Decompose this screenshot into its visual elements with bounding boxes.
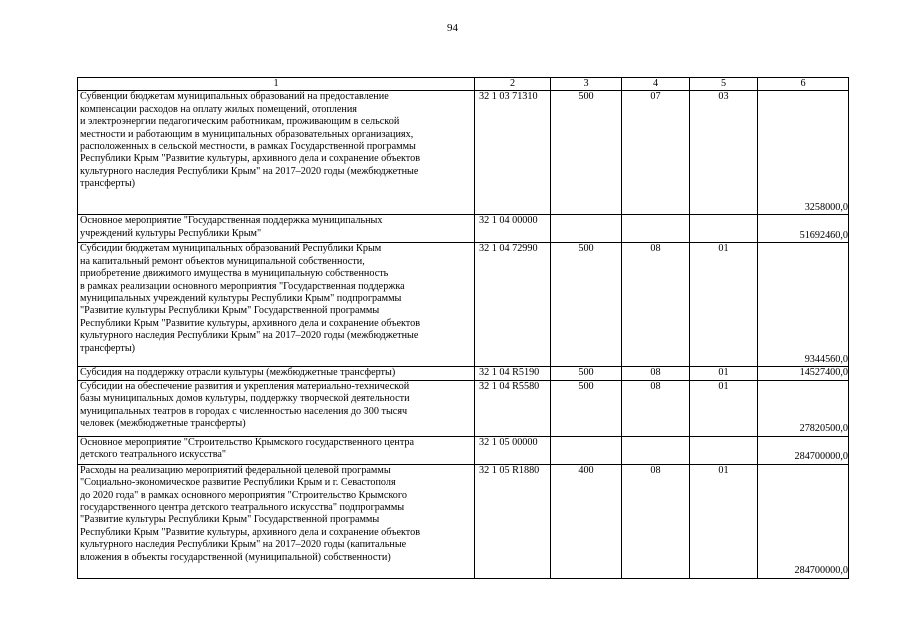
row-col3: [551, 215, 622, 243]
row-amount: 27820500,0: [758, 380, 849, 436]
header-cell: 1: [78, 78, 475, 91]
row-col5: 01: [690, 464, 758, 578]
row-code: 32 1 05 00000: [475, 436, 551, 464]
row-col4: 08: [622, 367, 690, 380]
row-col5: 01: [690, 367, 758, 380]
header-cell: 4: [622, 78, 690, 91]
row-col3: 400: [551, 464, 622, 578]
table-row: [78, 367, 849, 380]
row-amount: 14527400,0: [758, 367, 849, 380]
row-description-cell: [78, 367, 475, 380]
budget-table: [77, 77, 849, 579]
row-col5: [690, 215, 758, 243]
row-amount: 3258000,0: [758, 91, 849, 215]
row-code: 32 1 05 R1880: [475, 464, 551, 578]
row-col4: 08: [622, 243, 690, 367]
header-row: [78, 78, 849, 91]
table-row: [78, 380, 849, 436]
row-description-cell: [78, 91, 475, 215]
table-body: [78, 78, 849, 579]
row-col5: 01: [690, 243, 758, 367]
row-code: 32 1 04 R5580: [475, 380, 551, 436]
row-description: Субвенции бюджетам муниципальных образований на предоставление компенсации расходов на оплату жилых помещений, отопления и электроэнергии педагогическим работникам, проживающим в сельской местности и работающим в муниципальных образовательных организациях, расположенных в сельской местности, в рамках Государственной программы Республики Крым "Развитие культуры, архивного дела и сохранение объектов культурного наследия Республики Крым" на 2017–2020 годы (межбюджетные трансферты): [80, 91, 421, 190]
row-col3: 500: [551, 91, 622, 215]
row-col4: 07: [622, 91, 690, 215]
page-number: 94: [447, 22, 458, 34]
row-description-cell: [78, 436, 475, 464]
row-description: Субсидии на обеспечение развития и укрепления материально-технической базы муниципальных домов культуры, поддержку творческой деятельности муниципальных театров в городах с численностью населения до 300 тысяч человек (межбюджетные трансферты): [80, 380, 410, 430]
row-col3: [551, 436, 622, 464]
row-description-cell: [78, 243, 475, 367]
row-amount: 284700000,0: [758, 436, 849, 464]
row-col4: 08: [622, 380, 690, 436]
row-amount: 9344560,0: [758, 243, 849, 367]
row-description: Субсидия на поддержку отрасли культуры (межбюджетные трансферты): [80, 367, 396, 379]
row-description: Основное мероприятие "Строительство Крымского государственного центра детского театрального искусства": [80, 436, 415, 461]
row-description-cell: [78, 380, 475, 436]
row-col3: 500: [551, 243, 622, 367]
row-col3: 500: [551, 367, 622, 380]
row-description-cell: [78, 464, 475, 578]
row-col5: [690, 436, 758, 464]
row-amount: 284700000,0: [758, 464, 849, 578]
row-col4: [622, 215, 690, 243]
row-description: Субсидии бюджетам муниципальных образований Республики Крым на капитальный ремонт объектов муниципальной собственности, приобретение движимого имущества в муниципальную собственность в рамках реализации основного мероприятия "Государственная поддержка муниципальных учреждений культуры Республики Крым" подпрограммы "Развитие культуры Республики Крым" Государственной программы Республики Крым "Развитие культуры, архивного дела и сохранение объектов культурного наследия Республики Крым" на 2017–2020 годы (межбюджетные трансферты): [80, 243, 421, 354]
table-row: [78, 243, 849, 367]
table-row: [78, 91, 849, 215]
row-col3: 500: [551, 380, 622, 436]
table-row: [78, 464, 849, 578]
row-col4: 08: [622, 464, 690, 578]
header-cell: 3: [551, 78, 622, 91]
row-description-cell: [78, 215, 475, 243]
row-col4: [622, 436, 690, 464]
header-cell: 5: [690, 78, 758, 91]
row-col5: 01: [690, 380, 758, 436]
table-row: [78, 436, 849, 464]
row-code: 32 1 04 00000: [475, 215, 551, 243]
row-description: Расходы на реализацию мероприятий федеральной целевой программы "Социально-экономическое развитие Республики Крым и г. Севастополя до 2020 года" в рамках основного мероприятия "Строительство Крымского государственного центра детского театрального искусства" подпрограммы "Развитие культуры Республики Крым" Государственной программы Республики Крым "Развитие культуры, архивного дела и сохранение объектов культурного наследия Республики Крым" на 2017–2020 годы (капитальные вложения в объекты государственной (муниципальной) собственности): [80, 464, 421, 563]
row-code: 32 1 04 72990: [475, 243, 551, 367]
row-col5: 03: [690, 91, 758, 215]
row-amount: 51692460,0: [758, 215, 849, 243]
header-cell: 6: [758, 78, 849, 91]
row-description: Основное мероприятие "Государственная поддержка муниципальных учреждений культуры Республики Крым": [80, 215, 383, 239]
table-row: [78, 215, 849, 243]
row-code: 32 1 03 71310: [475, 91, 551, 215]
row-code: 32 1 04 R5190: [475, 367, 551, 380]
header-cell: 2: [475, 78, 551, 91]
